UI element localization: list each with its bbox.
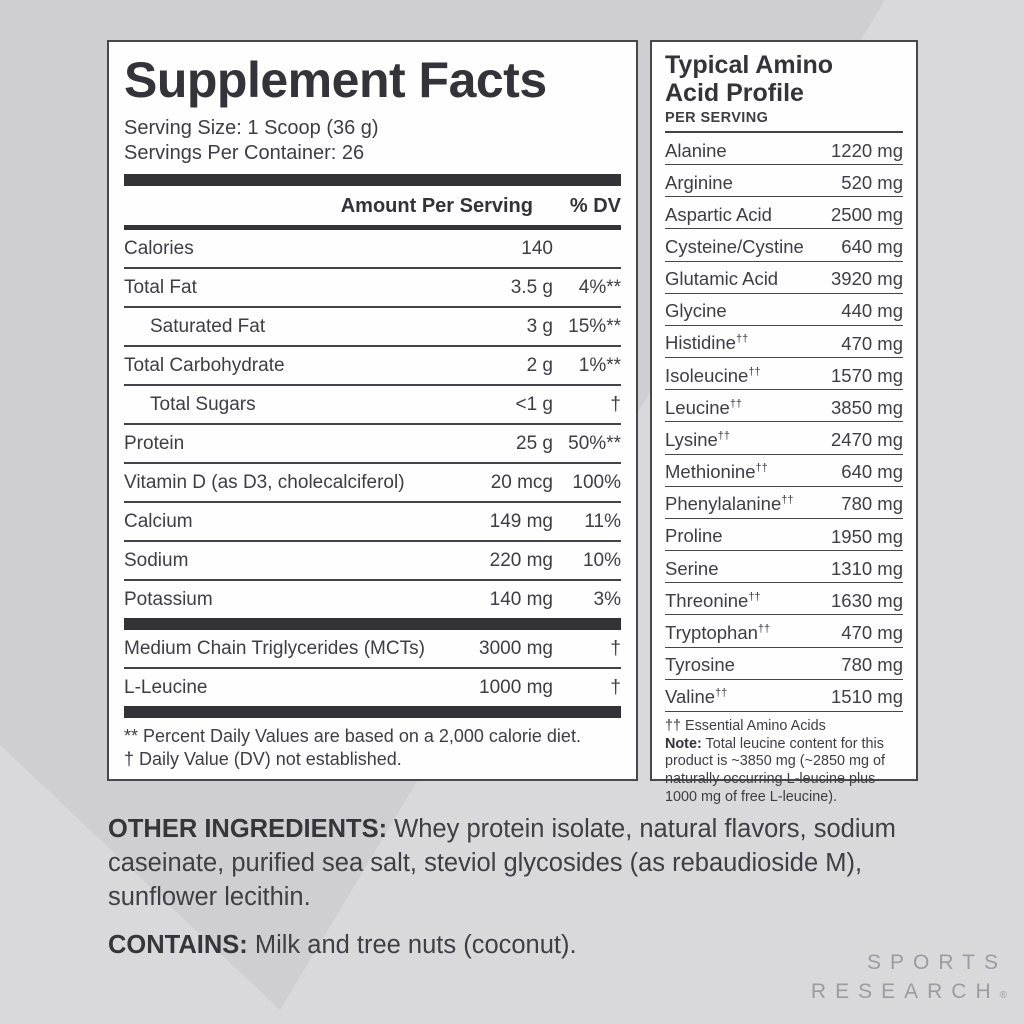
essential-amino-acids-note: †† Essential Amino Acids bbox=[665, 717, 826, 734]
nutrient-label: Total Fat bbox=[124, 276, 197, 298]
nutrient-amount: 140 mg bbox=[489, 588, 553, 610]
amino-amount: 470 mg bbox=[841, 622, 903, 643]
note-text: Total leucine content for this product is ~3850 mg (~2850 mg of naturally occurring L-leucine plus 1000 mg of free L-leucine). bbox=[665, 735, 885, 805]
amino-amount: 1950 mg bbox=[831, 525, 903, 547]
amino-row-alanine bbox=[665, 133, 903, 165]
amino-title-line1: Typical Amino bbox=[665, 51, 834, 79]
nutrient-label: Total Sugars bbox=[150, 393, 256, 415]
amino-row-valine bbox=[665, 680, 903, 712]
nutrient-row-calcium bbox=[124, 503, 621, 542]
nutrient-dv: 3% bbox=[593, 588, 621, 610]
per-serving-subtitle: PER SERVING bbox=[665, 110, 769, 126]
amino-name bbox=[665, 265, 831, 289]
amino-row-methionine bbox=[665, 455, 903, 487]
amino-row-serine bbox=[665, 551, 903, 583]
amino-name bbox=[665, 651, 841, 675]
nutrient-dv: 1%** bbox=[578, 354, 621, 376]
amino-amount: 1220 mg bbox=[831, 139, 903, 161]
nutrient-row-saturated-fat bbox=[124, 308, 621, 347]
amino-sup: †† bbox=[755, 462, 768, 475]
nutrient-label: L-Leucine bbox=[124, 676, 208, 698]
nutrient-dv: † bbox=[610, 393, 621, 415]
nutrient-label: Calories bbox=[124, 237, 194, 259]
brand-line-research bbox=[811, 977, 1007, 1010]
supplement-facts-title: Supplement Facts bbox=[124, 52, 547, 108]
amino-name-text: Methionine bbox=[665, 461, 756, 483]
nutrient-row-sodium bbox=[124, 542, 621, 581]
sports-research-logo bbox=[810, 948, 1007, 1010]
other-ingredients-label: OTHER INGREDIENTS: bbox=[108, 815, 388, 843]
nutrient-amount: <1 g bbox=[515, 393, 553, 415]
amino-amount: 780 mg bbox=[841, 654, 903, 676]
nutrition-header-row bbox=[124, 186, 621, 225]
nutrient-label: Medium Chain Triglycerides (MCTs) bbox=[124, 637, 425, 659]
nutrient-row-total-carbohydrate bbox=[124, 347, 621, 386]
amino-name-text: Aspartic Acid bbox=[665, 203, 772, 225]
amino-name bbox=[665, 297, 841, 321]
amino-row-tyrosine bbox=[665, 648, 903, 680]
amino-sup: †† bbox=[748, 590, 761, 603]
amino-amount: 2500 mg bbox=[831, 203, 903, 225]
footnote-percent-dv: ** Percent Daily Values are based on a 2,000 calorie diet. bbox=[124, 725, 581, 746]
footnotes bbox=[124, 725, 621, 771]
amino-name-text: Serine bbox=[665, 557, 719, 579]
amino-name-text: Arginine bbox=[665, 171, 733, 193]
servings-per-container: Servings Per Container: 26 bbox=[124, 141, 365, 164]
amino-row-cysteine bbox=[665, 229, 903, 261]
contains-paragraph bbox=[108, 928, 930, 962]
nutrient-row-total-sugars bbox=[124, 386, 621, 425]
amino-row-tryptophan bbox=[665, 615, 903, 647]
amino-sup: †† bbox=[757, 622, 771, 635]
nutrient-dv: † bbox=[610, 676, 621, 698]
nutrient-amount: 25 g bbox=[516, 432, 553, 454]
nutrient-amount: 140 bbox=[521, 237, 553, 259]
nutrient-dv: 100% bbox=[572, 471, 621, 493]
amino-footnote bbox=[665, 718, 903, 807]
amino-amount: 780 mg bbox=[841, 493, 903, 515]
nutrient-row-l-leucine bbox=[124, 669, 621, 706]
brand-line-sports: SPORTS bbox=[867, 951, 1007, 974]
nutrient-label: Sodium bbox=[124, 549, 189, 571]
amino-row-isoleucine bbox=[665, 358, 903, 390]
amino-name-text: Phenylalanine bbox=[665, 493, 782, 515]
amino-row-glutamic-acid bbox=[665, 262, 903, 294]
amino-name bbox=[665, 619, 841, 643]
amino-row-histidine bbox=[665, 326, 903, 358]
nutrient-dv: 15%** bbox=[568, 315, 621, 337]
other-ingredients-text: Whey protein isolate, natural flavors, sodium caseinate, purified sea salt, steviol glycosides (as rebaudioside M), sunflower lecithin. bbox=[108, 815, 896, 911]
amino-amount: 640 mg bbox=[841, 461, 903, 483]
amino-name bbox=[665, 522, 831, 546]
amino-name-text: Tyrosine bbox=[665, 654, 735, 676]
amino-name bbox=[665, 201, 831, 225]
nutrient-dv: 10% bbox=[582, 549, 621, 571]
amino-name-text: Threonine bbox=[665, 589, 749, 611]
nutrient-dv: 4%** bbox=[578, 276, 621, 298]
nutrient-row-mct bbox=[124, 630, 621, 669]
amino-amount: 1310 mg bbox=[831, 557, 903, 579]
amino-name bbox=[665, 137, 831, 161]
nutrient-amount: 3 g bbox=[526, 315, 553, 337]
registered-trademark-icon: ® bbox=[999, 990, 1007, 1001]
amino-row-leucine bbox=[665, 390, 903, 422]
amino-name bbox=[665, 426, 831, 450]
nutrient-row-calories bbox=[124, 230, 621, 269]
amino-name-text: Glutamic Acid bbox=[665, 268, 779, 290]
nutrient-amount: 20 mcg bbox=[490, 471, 553, 493]
amino-name bbox=[665, 490, 841, 514]
amino-panel-title bbox=[665, 52, 903, 107]
brand-research-text: RESEARCH bbox=[810, 980, 1000, 1003]
amino-amount: 3850 mg bbox=[831, 396, 903, 418]
nutrient-dv: † bbox=[610, 637, 621, 659]
divider-thick bbox=[124, 618, 621, 630]
amino-amount: 1570 mg bbox=[831, 364, 903, 386]
amino-name bbox=[665, 329, 841, 353]
amino-row-glycine bbox=[665, 294, 903, 326]
nutrient-amount: 220 mg bbox=[489, 549, 553, 571]
amino-amount: 640 mg bbox=[841, 236, 903, 258]
amino-name-text: Histidine bbox=[665, 332, 736, 354]
amino-sup: †† bbox=[735, 333, 749, 346]
nutrient-amount: 3000 mg bbox=[479, 637, 553, 659]
amino-sup: †† bbox=[717, 429, 731, 442]
supplement-facts-panel bbox=[107, 40, 638, 781]
amino-name-text: Lysine bbox=[665, 429, 718, 451]
nutrient-amount: 3.5 g bbox=[510, 276, 553, 298]
amino-name-text: Leucine bbox=[665, 396, 730, 418]
amino-name bbox=[665, 587, 831, 611]
amino-name bbox=[665, 233, 841, 257]
amino-sup: †† bbox=[781, 494, 794, 507]
amino-amount: 2470 mg bbox=[831, 429, 903, 451]
amino-amount: 3920 mg bbox=[831, 268, 903, 290]
nutrient-amount: 2 g bbox=[526, 354, 553, 376]
nutrient-label: Total Carbohydrate bbox=[124, 354, 285, 376]
nutrient-dv: 50%** bbox=[568, 432, 621, 454]
amino-acid-panel bbox=[650, 40, 918, 805]
footnote-dagger: † Daily Value (DV) not established. bbox=[124, 748, 402, 769]
amino-row-phenylalanine bbox=[665, 487, 903, 519]
nutrient-label: Saturated Fat bbox=[150, 315, 266, 337]
serving-size: Serving Size: 1 Scoop (36 g) bbox=[124, 116, 379, 139]
divider-thick bbox=[124, 174, 621, 186]
amino-name bbox=[665, 683, 831, 707]
amino-row-aspartic-acid bbox=[665, 197, 903, 229]
leucine-note bbox=[665, 736, 903, 807]
amino-name bbox=[665, 458, 841, 482]
amino-amount: 520 mg bbox=[841, 171, 903, 193]
amino-name-text: Alanine bbox=[665, 139, 727, 161]
amount-per-serving-header: Amount Per Serving bbox=[340, 194, 533, 217]
nutrient-label: Potassium bbox=[124, 588, 213, 610]
nutrient-row-total-fat bbox=[124, 269, 621, 308]
amino-amount: 470 mg bbox=[841, 332, 903, 354]
nutrient-label: Vitamin D (as D3, cholecalciferol) bbox=[124, 471, 405, 493]
divider-thick bbox=[124, 706, 621, 718]
amino-name-text: Cysteine/Cystine bbox=[665, 236, 804, 258]
amino-name bbox=[665, 362, 831, 386]
amino-sup: †† bbox=[715, 687, 728, 700]
amino-name bbox=[665, 169, 841, 193]
amino-name-text: Tryptophan bbox=[665, 622, 758, 643]
amino-row-lysine bbox=[665, 422, 903, 454]
amino-name-text: Glycine bbox=[665, 300, 727, 322]
amino-amount: 1510 mg bbox=[831, 686, 903, 708]
note-label: Note: bbox=[665, 735, 702, 752]
amino-name bbox=[665, 555, 831, 579]
nutrient-row-potassium bbox=[124, 581, 621, 618]
nutrient-label: Calcium bbox=[124, 510, 193, 532]
amino-name-text: Proline bbox=[665, 525, 723, 547]
amino-name-text: Valine bbox=[665, 686, 716, 708]
amino-amount: 440 mg bbox=[841, 300, 903, 322]
amino-row-proline bbox=[665, 519, 903, 551]
nutrient-row-protein bbox=[124, 425, 621, 464]
other-ingredients-paragraph bbox=[108, 812, 930, 914]
amino-name-text: Isoleucine bbox=[665, 364, 749, 386]
nutrient-amount: 149 mg bbox=[489, 510, 553, 532]
contains-label: CONTAINS: bbox=[108, 931, 248, 959]
nutrient-amount: 1000 mg bbox=[479, 676, 553, 698]
nutrient-label: Protein bbox=[124, 432, 185, 454]
amino-amount: 1630 mg bbox=[831, 589, 903, 611]
percent-dv-header: % DV bbox=[569, 194, 621, 217]
amino-row-arginine bbox=[665, 165, 903, 197]
nutrient-row-vitamin-d bbox=[124, 464, 621, 503]
contains-text: Milk and tree nuts (coconut). bbox=[247, 931, 577, 959]
amino-title-line2: Acid Profile bbox=[665, 78, 804, 107]
amino-sup: †† bbox=[748, 365, 761, 378]
amino-row-threonine bbox=[665, 583, 903, 615]
nutrient-dv: 11% bbox=[584, 510, 621, 532]
amino-sup: †† bbox=[729, 397, 743, 410]
amino-name bbox=[665, 394, 831, 418]
